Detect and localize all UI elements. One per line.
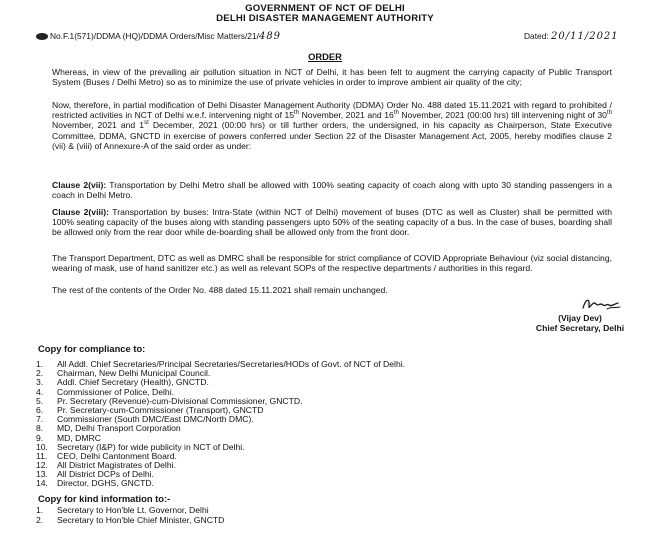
list-item-text: Commissioner (South DMC/East DMC/North DMC). xyxy=(57,414,254,425)
list-item-text: MD, DMRC xyxy=(57,432,101,443)
list-item-number: 4. xyxy=(36,386,44,397)
list-item-text: CEO, Delhi Cantonment Board. xyxy=(57,450,177,461)
p2-sup-2: th xyxy=(393,110,399,117)
list-item-number: 8. xyxy=(36,423,44,434)
list-item-text: Secretary to Hon'ble Lt. Governor, Delhi xyxy=(57,505,209,515)
list-item-number: 14. xyxy=(36,478,48,489)
list-item-text: All Addl. Chief Secretaries/Principal Secretaries/Secretaries/HODs of Govt. of NCT of Delhi. xyxy=(57,359,406,369)
list-item xyxy=(36,505,224,515)
signatory-block xyxy=(520,313,640,333)
list-item-number: 12. xyxy=(36,460,48,471)
paragraph-whereas: Whereas, in view of the prevailing air pollution situation in NCT of Delhi, it has been felt to augment the carrying capacity of Public Transport System (Buses / Delhi Metro) so as to minimize the use of private vehicles in order to improve ambient air quality of the city; xyxy=(52,67,612,88)
signatory-designation: Chief Secretary, Delhi xyxy=(535,323,625,333)
list-item-number: 7. xyxy=(36,414,44,425)
list-item-text: Secretary to Hon'ble Chief Minister, GNCTD xyxy=(57,515,225,525)
list-item-number: 2. xyxy=(36,515,44,525)
list-item-text: Addl. Chief Secretary (Health), GNCTD. xyxy=(57,377,209,388)
p2-text-d: November, 2021 and 1 xyxy=(52,120,145,131)
reference-text: No.F.1(571)/DDMA (HQ)/DDMA Orders/Misc Matters/21/ xyxy=(50,31,259,41)
list-item-text: Director, DGHS, GNCTD. xyxy=(57,478,154,489)
copy-compliance-list xyxy=(36,360,405,489)
list-item xyxy=(36,479,405,488)
copy-compliance-heading: Copy for compliance to: xyxy=(38,343,146,354)
clause-2-viii-label: Clause 2(viii): xyxy=(52,207,109,217)
clause-2-vii xyxy=(52,180,612,200)
clause-2-viii-text: Transportation by buses: Intra-State (within NCT of Delhi) movement of buses (DTC as well as Cluster) shall be permitted with 100% seating capacity of the buses along with standing passengers upto 50% of the seating capacity of a bus. In the case of buses, boarding shall be allowed only from the rear door while de-boarding shall be allowed only from the front door. xyxy=(52,207,612,238)
list-item-number: 11. xyxy=(36,450,48,461)
list-item-text: Commissioner of Police, Delhi. xyxy=(57,386,175,397)
list-item-number: 6. xyxy=(36,404,44,415)
date-line xyxy=(524,31,619,42)
p2-text-e: December, 2021 (00:00 hrs) or till further orders, the undersigned, in his capacity as Chairperson, State Executive Committee, DDMA, GNCTD in exercise of powers conferred under Section 22 of the Disaster Management Act, 2005, hereby modifies clause 2 (vii) & (viii) of Annexure-A of the said order as under: xyxy=(52,120,612,151)
list-item-number: 1. xyxy=(36,505,44,515)
list-item-number: 3. xyxy=(36,377,44,388)
list-item-text: MD, Delhi Transport Corporation xyxy=(57,423,181,434)
list-item-number: 13. xyxy=(36,469,48,480)
list-item-number: 5. xyxy=(36,395,44,406)
p2-text-c: November, 2021 (00:00 hrs) till intervening night of 30 xyxy=(398,110,607,121)
p2-sup-4: st xyxy=(144,120,149,127)
list-item-text: Pr. Secretary-cum-Commissioner (Transport), GNCTD xyxy=(57,404,264,415)
list-item-text: Pr. Secretary (Revenue)-cum-Divisional Commissioner, GNCTD. xyxy=(57,395,303,406)
signatory-name: (Vijay Dev) xyxy=(558,313,602,323)
punch-mark-icon xyxy=(36,33,48,40)
list-item-number: 1. xyxy=(36,359,44,369)
signature-icon xyxy=(580,296,624,314)
p2-text-a: Now, therefore, in partial modification of Delhi Disaster Management Authority (DDMA) Order No. 488 dated 15.11.2021 with regard to prohibited / restricted activities in NCT of Delhi w.e.f. intervening night of 15 xyxy=(52,100,612,121)
list-item-number: 2. xyxy=(36,368,44,379)
paragraph-now-therefore xyxy=(52,100,612,151)
reference-number xyxy=(36,31,281,42)
clause-2-vii-label: Clause 2(vii): xyxy=(52,180,107,190)
copy-information-heading: Copy for kind information to:- xyxy=(38,493,171,504)
list-item-text: Chairman, New Delhi Municipal Council. xyxy=(57,368,211,379)
copy-information-list xyxy=(36,505,224,525)
clause-2-viii xyxy=(52,207,612,238)
reference-handwritten-number: 489 xyxy=(258,31,282,42)
p2-sup-3: th xyxy=(606,110,612,117)
list-item-text: Secretary (I&P) for wide publicity in NCT of Delhi. xyxy=(57,441,245,452)
order-title: ORDER xyxy=(308,51,342,62)
list-item-text: All District Magistrates of Delhi. xyxy=(57,460,176,471)
p2-text-b: November, 2021 and 16 xyxy=(299,110,394,121)
p2-sup-1: th xyxy=(294,110,300,117)
list-item-number: 9. xyxy=(36,432,44,443)
clause-2-vii-text: Transportation by Delhi Metro shall be allowed with 100% seating capacity of coach along with upto 30 standing passengers in a coach in Delhi Metro. xyxy=(52,180,612,201)
authority-heading: DELHI DISASTER MANAGEMENT AUTHORITY xyxy=(216,13,434,24)
government-heading: GOVERNMENT OF NCT OF DELHI xyxy=(245,3,405,14)
paragraph-transport-department: The Transport Department, DTC as well as DMRC shall be responsible for strict compliance of COVID Appropriate Behaviour (viz social distancing, wearing of mask, use of hand sanitizer etc.) as well as relevant SOPs of the respective departments / authorities in this regard. xyxy=(52,253,612,274)
dated-value: 20/11/2021 xyxy=(551,31,619,42)
paragraph-rest-unchanged: The rest of the contents of the Order No. 488 dated 15.11.2021 shall remain unchanged. xyxy=(52,285,388,295)
dated-label: Dated: xyxy=(524,31,549,41)
list-item xyxy=(36,515,224,525)
list-item-number: 10. xyxy=(36,441,48,452)
list-item-text: All District DCPs of Delhi. xyxy=(57,469,154,480)
